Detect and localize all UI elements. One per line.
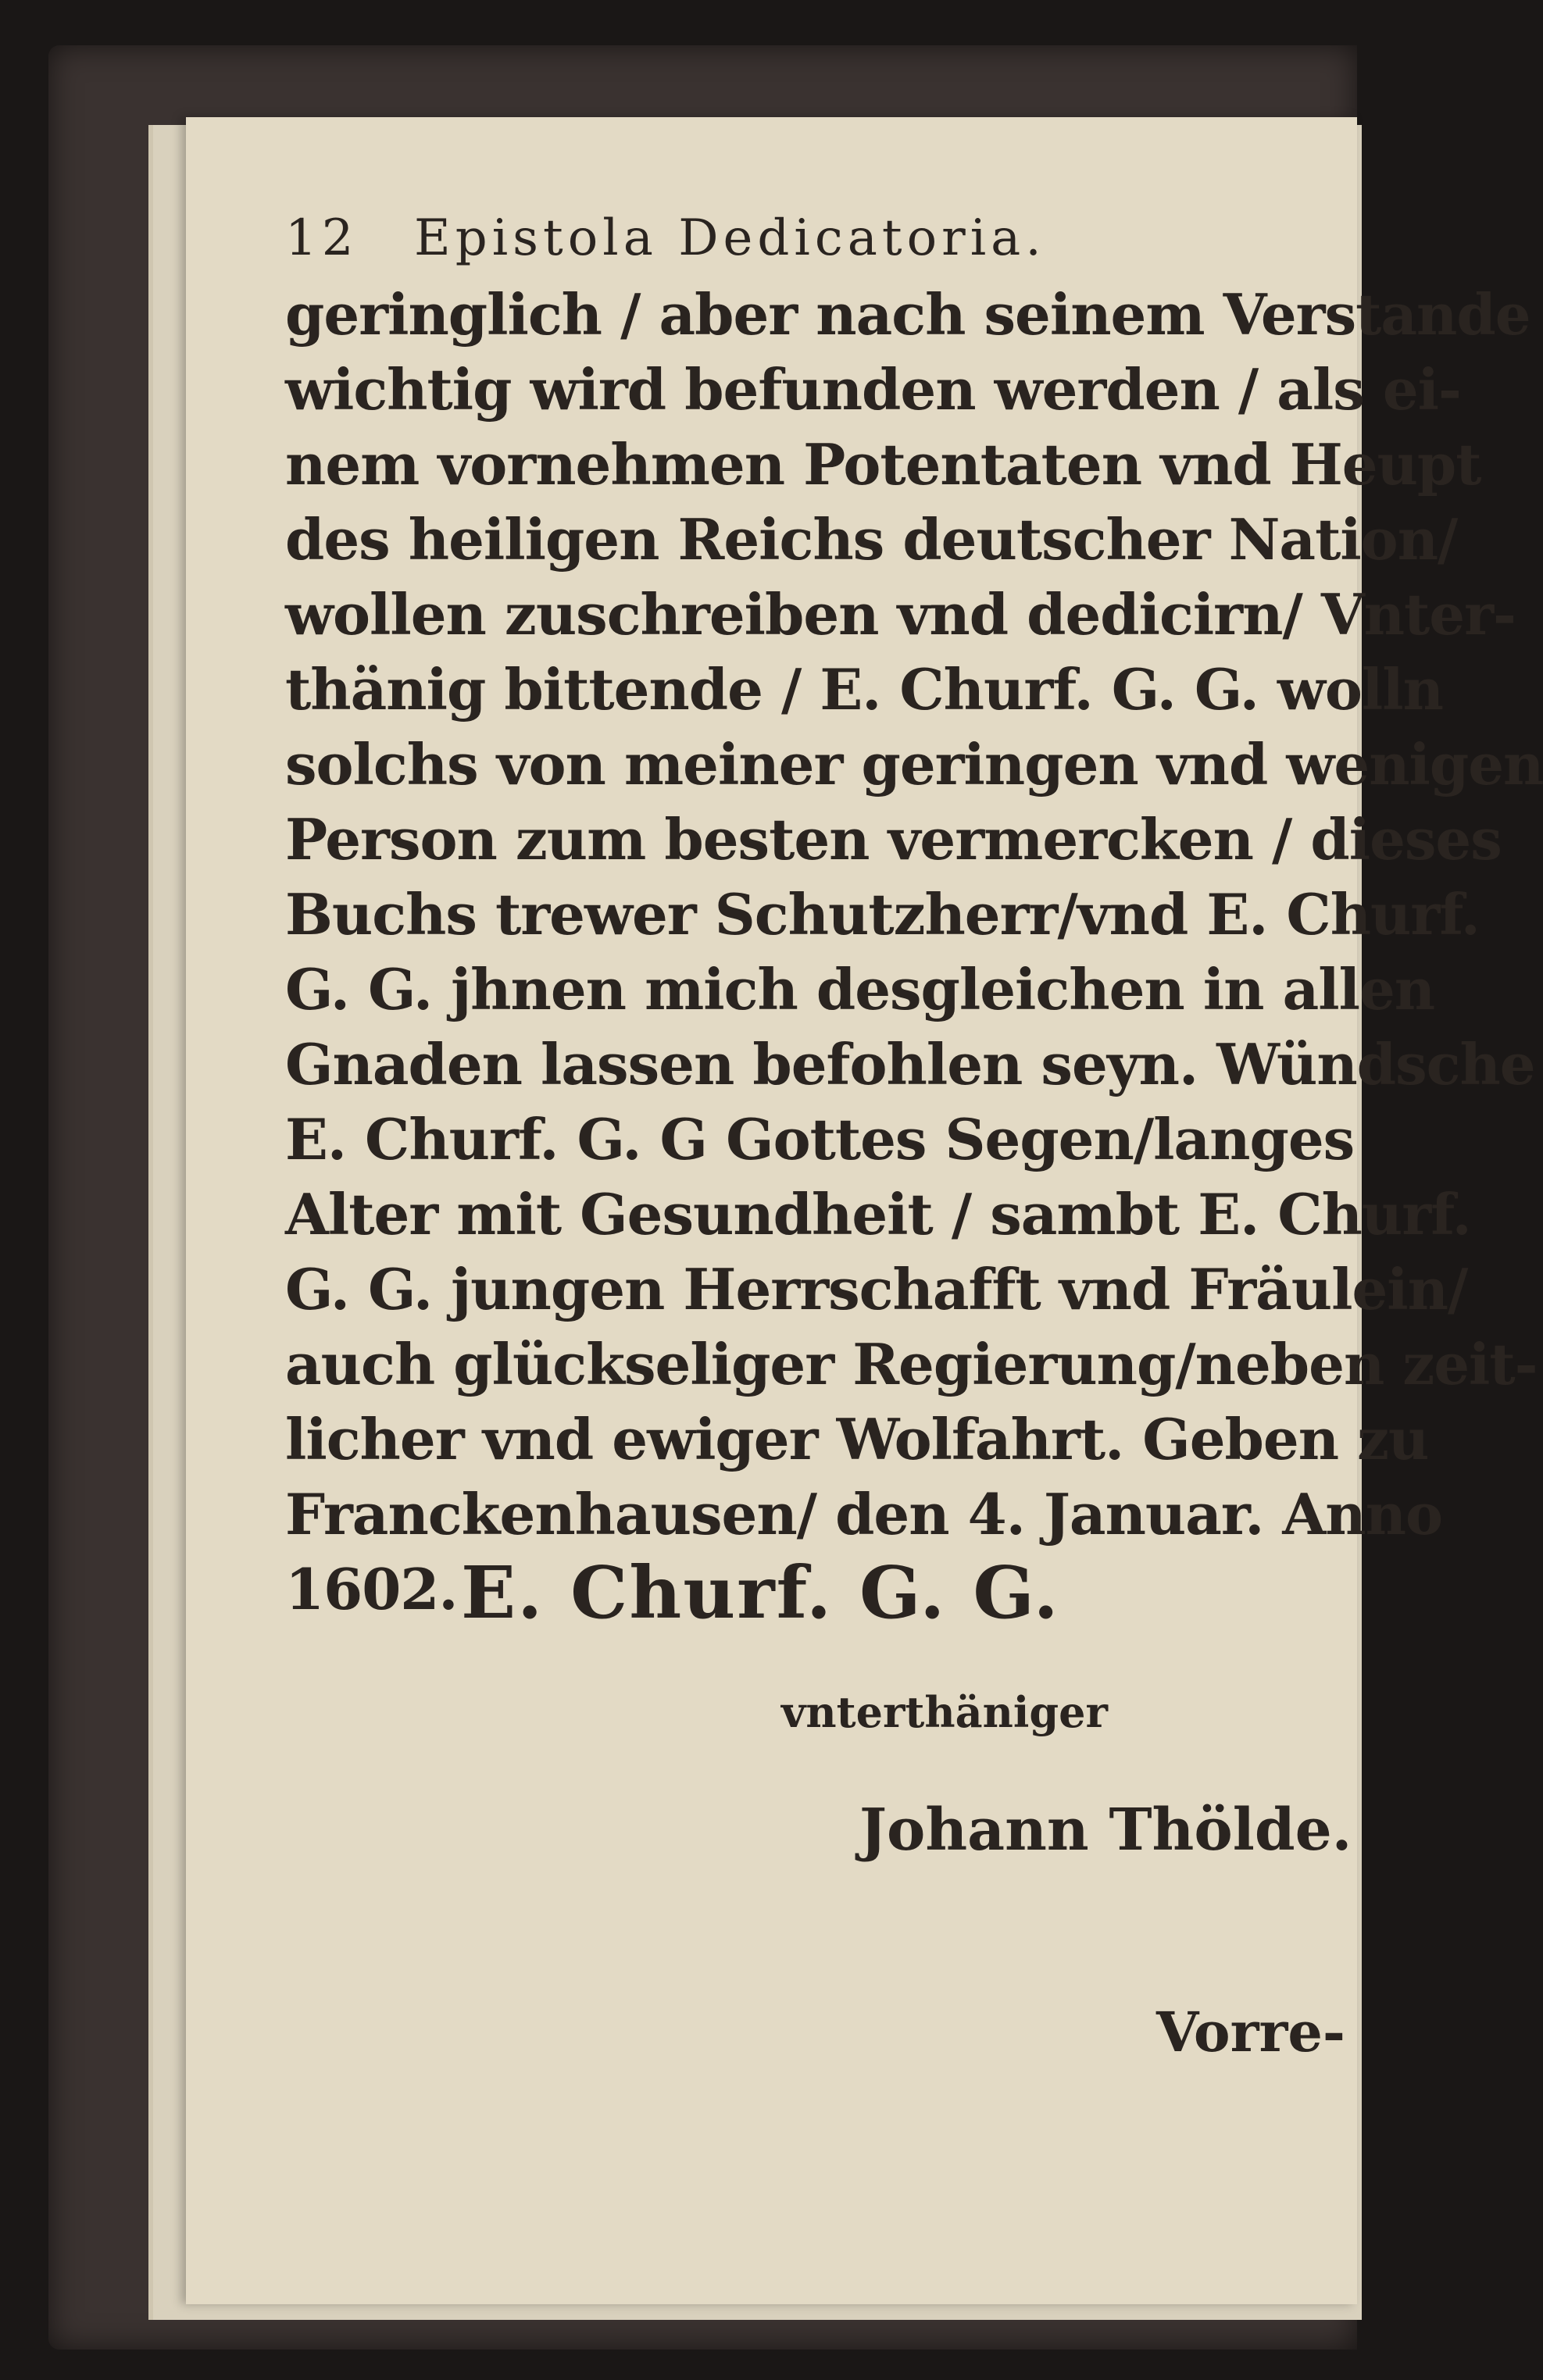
- text-line: wichtig wird befunden werden / als ei-: [285, 356, 1461, 423]
- page-text-block: [285, 199, 1543, 1627]
- text-line: des heiligen Reichs deutscher Nation/: [285, 506, 1458, 573]
- text-line: licher vnd ewiger Wolfahrt. Geben zu: [285, 1406, 1429, 1472]
- running-head: [285, 199, 1332, 277]
- text-line: G. G. jhnen mich desgleichen in allen: [285, 956, 1435, 1022]
- catchword: Vorre-: [1156, 2000, 1345, 2064]
- closing-subscript: vnterthäniger: [781, 1687, 1108, 1737]
- text-line: Person zum besten vermercken / dieses: [285, 806, 1502, 872]
- text-line: wollen zuschreiben vnd dedicirn/ Vnter-: [285, 581, 1516, 648]
- text-line: auch glückseliger Regierung/neben zeit-: [285, 1331, 1538, 1397]
- text-line: Buchs trewer Schutzherr/vnd E. Churf.: [285, 881, 1480, 947]
- closing-salutation: E. Churf. G. G.: [461, 1550, 1060, 1635]
- page-number: 12: [285, 209, 359, 267]
- text-line: geringlich / aber nach seinem Verstande: [285, 281, 1530, 348]
- body-text: [285, 277, 1543, 1627]
- signature: Johann Thölde.: [859, 1797, 1352, 1864]
- text-line: G. G. jungen Herrschafft vnd Fräulein/: [285, 1256, 1468, 1322]
- running-head-title: Epistola Dedicatoria.: [414, 209, 1046, 267]
- text-line: solchs von meiner geringen vnd wenigen: [285, 731, 1543, 797]
- text-line: nem vornehmen Potentaten vnd Heupt: [285, 431, 1481, 498]
- text-line: E. Churf. G. G Gottes Segen/langes: [285, 1106, 1355, 1172]
- text-line: Franckenhausen/ den 4. Januar. Anno: [285, 1481, 1442, 1547]
- text-line: Gnaden lassen befohlen seyn. Wündsche: [285, 1031, 1535, 1097]
- text-line: 1602.: [285, 1556, 458, 1622]
- text-line: Alter mit Gesundheit / sambt E. Churf.: [285, 1181, 1471, 1247]
- text-line: thänig bittende / E. Churf. G. G. wolln: [285, 656, 1443, 723]
